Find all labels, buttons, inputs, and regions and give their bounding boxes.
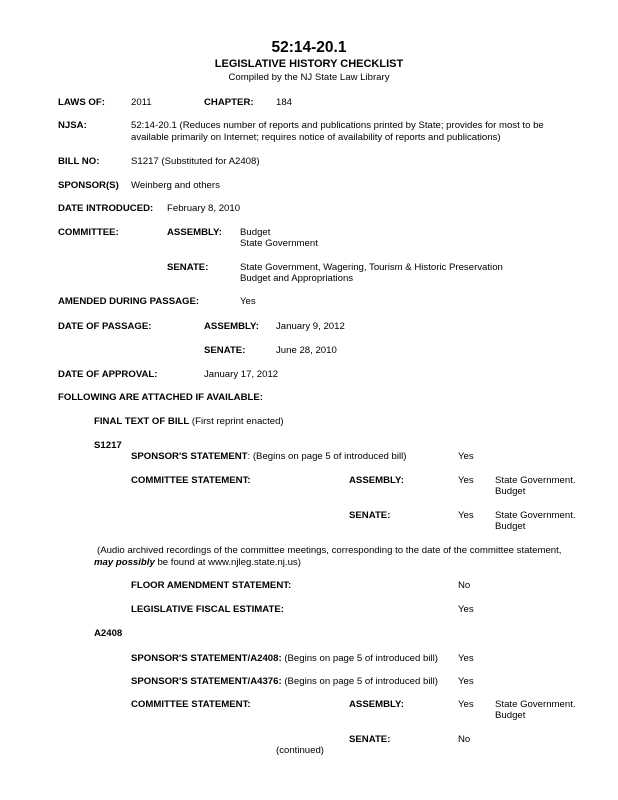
a2408-sponsor1-line xyxy=(131,653,438,665)
passage-senate-value: June 28, 2010 xyxy=(276,345,337,356)
s1217-senate-committee-1: State Government. xyxy=(495,510,576,521)
a2408-assembly-label: ASSEMBLY: xyxy=(349,699,404,710)
committee-label: COMMITTEE: xyxy=(58,227,119,238)
s1217-assembly-label: ASSEMBLY: xyxy=(349,475,404,486)
audio-note-text-2: be found at www.njleg.state.nj.us) xyxy=(154,556,301,568)
audio-note-text-1: (Audio archived recordings of the committee meetings, corresponding to the date of the committee statement, xyxy=(97,545,562,556)
a2408-sponsor1-note: (Begins on page 5 of introduced bill) xyxy=(281,653,438,664)
njsa-label: NJSA: xyxy=(58,120,87,131)
final-text-line xyxy=(94,416,284,428)
date-of-approval-value: January 17, 2012 xyxy=(204,369,279,380)
njsa-value: 52:14-20.1 (Reduces number of reports and publications printed by State; provides for most to be available primarily on Internet; requires notice of availability of reports and publications) xyxy=(131,120,544,143)
s1217-assembly-committee-1: State Government. xyxy=(495,475,576,486)
s1217-sponsor-label: SPONSOR'S STATEMENT xyxy=(131,451,248,462)
s1217-sponsor-line xyxy=(131,451,406,463)
laws-of-value: 2011 xyxy=(131,97,152,108)
a2408-assembly-committee-2: Budget xyxy=(495,710,526,721)
a2408-sponsor2-line xyxy=(131,676,438,688)
s1217-assembly-committee-2: Budget xyxy=(495,486,526,497)
committee-assembly-1: Budget xyxy=(240,227,271,238)
date-introduced-value: February 8, 2010 xyxy=(167,203,241,214)
passage-assembly-label: ASSEMBLY: xyxy=(204,321,259,332)
a2408-senate-value: No xyxy=(458,734,471,745)
a2408-assembly-value: Yes xyxy=(458,699,474,710)
amended-value: Yes xyxy=(240,296,256,307)
page-subtitle: LEGISLATIVE HISTORY CHECKLIST xyxy=(214,58,404,70)
a2408-assembly-committee-1: State Government. xyxy=(495,699,576,710)
compiled-by: Compiled by the NJ State Law Library xyxy=(228,72,390,83)
date-of-approval-label: DATE OF APPROVAL: xyxy=(58,369,158,380)
bill-no-label: BILL NO: xyxy=(58,156,100,167)
sponsors-value: Weinberg and others xyxy=(131,180,220,191)
committee-assembly-2: State Government xyxy=(240,238,318,249)
s1217-label: S1217 xyxy=(94,440,122,451)
fiscal-estimate-label: LEGISLATIVE FISCAL ESTIMATE: xyxy=(131,604,284,615)
s1217-assembly-value: Yes xyxy=(458,475,474,486)
s1217-sponsor-value: Yes xyxy=(458,451,474,462)
floor-amendment-label: FLOOR AMENDMENT STATEMENT: xyxy=(131,580,292,591)
page-title: 52:14-20.1 xyxy=(271,39,347,56)
a2408-label: A2408 xyxy=(94,628,123,639)
attached-heading: FOLLOWING ARE ATTACHED IF AVAILABLE: xyxy=(58,392,263,403)
audio-note-emphasis: may possibly xyxy=(94,556,155,568)
s1217-senate-value: Yes xyxy=(458,510,474,521)
fiscal-estimate-value: Yes xyxy=(458,604,474,615)
a2408-sponsor2-note: (Begins on page 5 of introduced bill) xyxy=(281,676,438,687)
a2408-sponsor1-value: Yes xyxy=(458,653,474,664)
a2408-senate-label: SENATE: xyxy=(349,734,391,745)
committee-senate-1: State Government, Wagering, Tourism & Historic Preservation xyxy=(240,262,503,273)
amended-label: AMENDED DURING PASSAGE: xyxy=(58,296,200,307)
s1217-senate-committee-2: Budget xyxy=(495,521,526,532)
passage-senate-label: SENATE: xyxy=(204,345,246,356)
s1217-committee-label: COMMITTEE STATEMENT: xyxy=(131,475,251,486)
chapter-label: CHAPTER: xyxy=(204,97,254,108)
sponsors-label: SPONSOR(S) xyxy=(58,180,119,191)
final-text-note: (First reprint enacted) xyxy=(189,416,284,427)
s1217-senate-label: SENATE: xyxy=(349,510,391,521)
a2408-sponsor2-value: Yes xyxy=(458,676,474,687)
floor-amendment-value: No xyxy=(458,580,471,591)
a2408-sponsor1-label: SPONSOR'S STATEMENT/A2408: xyxy=(131,653,282,664)
s1217-sponsor-note: : (Begins on page 5 of introduced bill) xyxy=(247,451,407,462)
committee-senate-2: Budget and Appropriations xyxy=(240,273,354,284)
chapter-value: 184 xyxy=(276,97,293,108)
passage-assembly-value: January 9, 2012 xyxy=(276,321,345,332)
continued-note: (continued) xyxy=(276,745,324,756)
committee-assembly-label: ASSEMBLY: xyxy=(167,227,222,238)
date-of-passage-label: DATE OF PASSAGE: xyxy=(58,321,152,332)
a2408-committee-label: COMMITTEE STATEMENT: xyxy=(131,699,251,710)
committee-senate-label: SENATE: xyxy=(167,262,209,273)
date-introduced-label: DATE INTRODUCED: xyxy=(58,203,154,214)
audio-note xyxy=(94,545,582,568)
bill-no-value: S1217 (Substituted for A2408) xyxy=(131,156,260,167)
a2408-sponsor2-label: SPONSOR'S STATEMENT/A4376: xyxy=(131,676,282,687)
final-text-label: FINAL TEXT OF BILL xyxy=(94,416,190,427)
laws-of-label: LAWS OF: xyxy=(58,97,105,108)
